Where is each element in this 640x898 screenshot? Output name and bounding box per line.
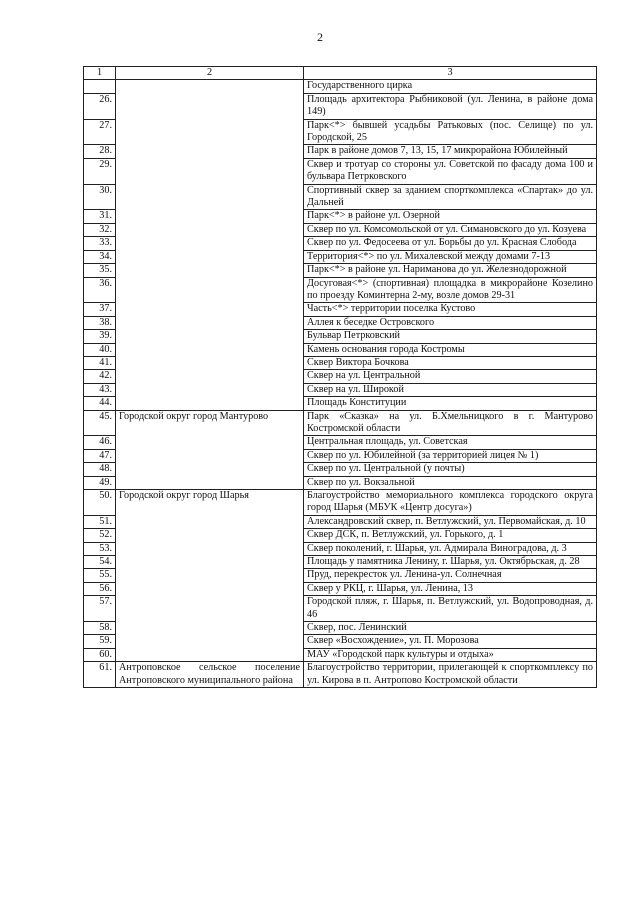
territory-cell: МАУ «Городской парк культуры и отдыха» [304, 648, 597, 661]
territories-table [83, 66, 597, 688]
territory-cell: Сквер по ул. Центральной (у почты) [304, 463, 597, 476]
territory-cell: Парк в районе домов 7, 13, 15, 17 микрорайона Юбилейный [304, 145, 597, 158]
row-number: 57. [84, 596, 116, 622]
row-number: 32. [84, 223, 116, 236]
municipality-cell: Городской округ город Шарья [116, 490, 304, 662]
territory-cell: Парк<*> бывшей усадьбы Ратьковых (пос. Селище) по ул. Городской, 25 [304, 119, 597, 145]
territory-cell: Часть<*> территории поселка Кустово [304, 303, 597, 316]
territory-cell: Сквер поколений, г. Шарья, ул. Адмирала Виноградова, д. 3 [304, 542, 597, 555]
territory-cell: Сквер по ул. Юбилейной (за территорией лицея № 1) [304, 449, 597, 462]
row-number: 37. [84, 303, 116, 316]
row-number: 35. [84, 264, 116, 277]
row-number: 28. [84, 145, 116, 158]
territory-cell: Парк<*> в районе ул. Озерной [304, 210, 597, 223]
municipality-cell [116, 80, 304, 410]
row-number: 54. [84, 556, 116, 569]
territory-cell: Площадь у памятника Ленину, г. Шарья, ул. Октябрьская, д. 28 [304, 556, 597, 569]
territory-cell: Площадь Конституции [304, 397, 597, 410]
row-number: 50. [84, 490, 116, 516]
header-col-3: 3 [304, 67, 597, 80]
row-number: 45. [84, 410, 116, 436]
territory-cell: Благоустройство территории, прилегающей к спорткомплексу по ул. Кирова в п. Антропово Костромской области [304, 662, 597, 688]
row-number: 58. [84, 622, 116, 635]
row-number: 42. [84, 370, 116, 383]
territory-cell: Бульвар Петрковский [304, 330, 597, 343]
page-number: 2 [317, 30, 323, 44]
row-number: 38. [84, 316, 116, 329]
row-number: 43. [84, 383, 116, 396]
row-number: 53. [84, 542, 116, 555]
table-header-row [84, 67, 597, 80]
municipality-cell: Городской округ город Мантурово [116, 410, 304, 489]
row-number: 27. [84, 119, 116, 145]
territory-cell: Городской пляж, г. Шарья, п. Ветлужский, ул. Водопроводная, д. 46 [304, 596, 597, 622]
row-number: 29. [84, 158, 116, 184]
row-number: 30. [84, 184, 116, 210]
territory-cell: Благоустройство мемориального комплекса городского округа город Шарья (МБУК «Центр досуга») [304, 490, 597, 516]
row-number [84, 80, 116, 93]
territory-cell: Камень основания города Костромы [304, 343, 597, 356]
row-number: 34. [84, 250, 116, 263]
territory-cell: Государственного цирка [304, 80, 597, 93]
row-number: 48. [84, 463, 116, 476]
territory-cell: Сквер по ул. Федосеева от ул. Борьбы до ул. Красная Слобода [304, 237, 597, 250]
territory-cell: Пруд, перекресток ул. Ленина-ул. Солнечная [304, 569, 597, 582]
row-number: 31. [84, 210, 116, 223]
row-number: 46. [84, 436, 116, 449]
header-col-1: 1 [84, 67, 116, 80]
row-number: 47. [84, 449, 116, 462]
header-col-2: 2 [116, 67, 304, 80]
table-row [84, 490, 597, 516]
table-row [84, 410, 597, 436]
row-number: 40. [84, 343, 116, 356]
territory-cell: Парк «Сказка» на ул. Б.Хмельницкого в г. Мантурово Костромской области [304, 410, 597, 436]
territory-cell: Аллея к беседке Островского [304, 316, 597, 329]
row-number: 55. [84, 569, 116, 582]
row-number: 26. [84, 93, 116, 119]
row-number: 36. [84, 277, 116, 303]
territory-cell: Спортивный сквер за зданием спорткомплекса «Спартак» до ул. Дальней [304, 184, 597, 210]
territory-cell: Сквер «Восхождение», ул. П. Морозова [304, 635, 597, 648]
row-number: 44. [84, 397, 116, 410]
territory-cell: Сквер ДСК, п. Ветлужский, ул. Горького, д. 1 [304, 529, 597, 542]
row-number: 60. [84, 648, 116, 661]
row-number: 49. [84, 476, 116, 489]
table-row [84, 662, 597, 688]
territory-cell: Парк<*> в районе ул. Нариманова до ул. Железнодорожной [304, 264, 597, 277]
row-number: 52. [84, 529, 116, 542]
table-row [84, 80, 597, 93]
row-number: 39. [84, 330, 116, 343]
territory-cell: Сквер, пос. Ленинский [304, 622, 597, 635]
row-number: 59. [84, 635, 116, 648]
territory-cell: Сквер у РКЦ, г. Шарья, ул. Ленина, 13 [304, 582, 597, 595]
territory-cell: Сквер и тротуар со стороны ул. Советской по фасаду дома 100 и бульвара Петрковского [304, 158, 597, 184]
territory-cell: Площадь архитектора Рыбниковой (ул. Ленина, в районе дома 149) [304, 93, 597, 119]
territory-cell: Досуговая<*> (спортивная) площадка в микрорайоне Козелино по проезду Коминтерна 2-му, возле домов 29-31 [304, 277, 597, 303]
territory-cell: Центральная площадь, ул. Советская [304, 436, 597, 449]
row-number: 61. [84, 662, 116, 688]
territory-cell: Сквер по ул. Вокзальной [304, 476, 597, 489]
row-number: 51. [84, 515, 116, 528]
municipality-cell: Антроповское сельское поселение Антроповского муниципального района [116, 662, 304, 688]
territory-cell: Сквер по ул. Комсомольской от ул. Симановского до ул. Козуева [304, 223, 597, 236]
territory-cell: Сквер на ул. Центральной [304, 370, 597, 383]
row-number: 56. [84, 582, 116, 595]
territory-cell: Сквер на ул. Широкой [304, 383, 597, 396]
territory-cell: Территория<*> по ул. Михалевской между домами 7-13 [304, 250, 597, 263]
row-number: 33. [84, 237, 116, 250]
territory-cell: Александровский сквер, п. Ветлужский, ул. Первомайская, д. 10 [304, 515, 597, 528]
row-number: 41. [84, 356, 116, 369]
territory-cell: Сквер Виктора Бочкова [304, 356, 597, 369]
